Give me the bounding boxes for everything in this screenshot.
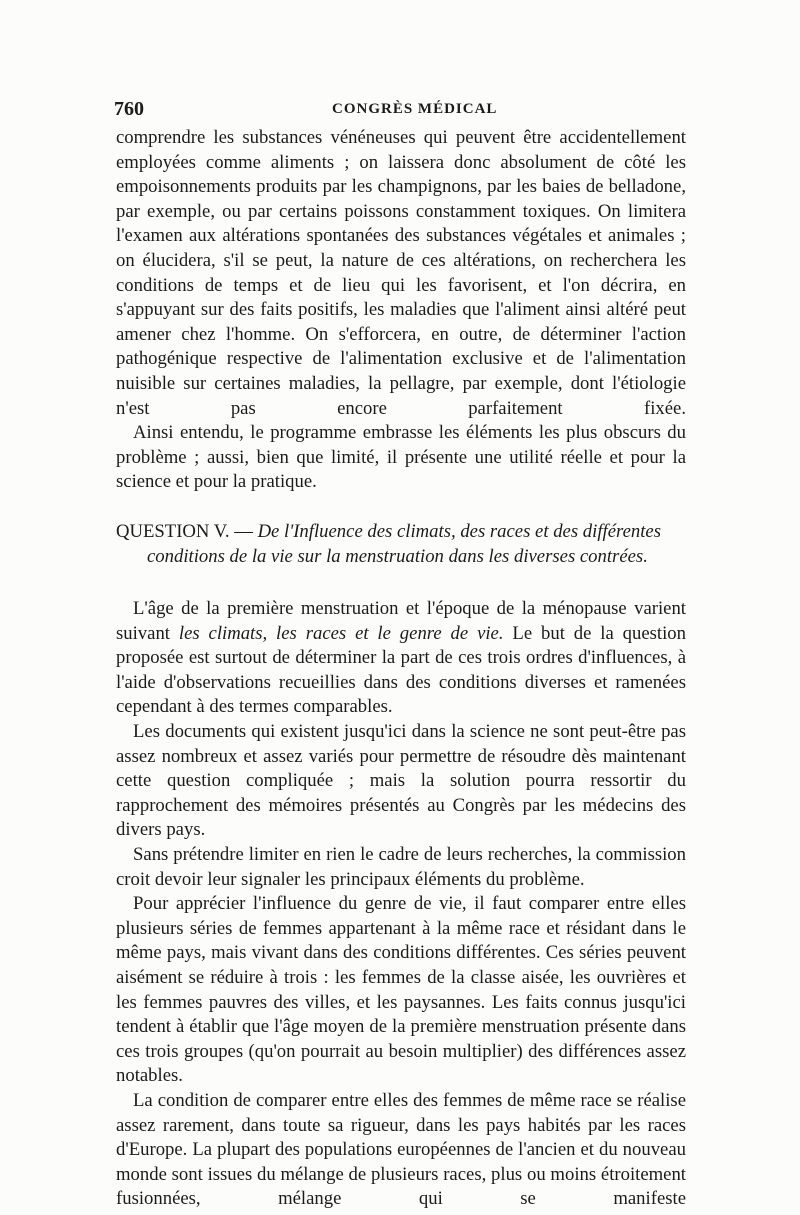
paragraph-5: Sans prétendre limiter en rien le cadre de leurs recherches, la commission croit devoir leur signaler les principaux éléments du problème. (116, 844, 686, 890)
paragraph-7: La condition de comparer entre elles des femmes de même race se réalise assez rarement, dans toute sa rigueur, dans les pays habités par les races d'Europe. La plupart des populations européennes de l'ancien et du nouveau monde sont issues du mélange de plusieurs races, plus ou moins étroitement fusionnées, mélange qui se manifeste (116, 1089, 686, 1210)
paragraph-2: Ainsi entendu, le programme embrasse les éléments les plus obscurs du problème ; aussi, bien que limité, il présente une utilité réelle et pour la science et pour la pratique. (116, 422, 686, 493)
paragraph-4: Les documents qui existent jusqu'ici dans la science ne sont peut-être pas assez nombreux et assez variés pour permettre de résoudre dès maintenant cette question compliquée ; mais la solution pourra ressortir du rapprochement des mémoires présentés au Congrès par les médecins des divers pays. (116, 721, 686, 841)
paragraph-6: Pour apprécier l'influence du genre de vie, il faut comparer entre elles plusieurs séries de femmes appartenant à la même race et résidant dans le même pays, mais vivant dans des conditions différentes. Ces séries peuvent aisément se réduire à trois : les femmes de la classe aisée, les ouvrières et les femmes pauvres des villes, et les paysannes. Les faits connus jusqu'ici tendent à établir que l'âge moyen de la première menstruation présente dans ces trois groupes (qu'on pourrait au besoin multiplier) des différences assez notables. (116, 893, 686, 1087)
running-title: CONGRÈS MÉDICAL (332, 101, 498, 117)
paragraph-3: L'âge de la première menstruation et l'époque de la ménopause varient suivant les climats, les races et le genre de vie. Le but de la question proposée est surtout de déterminer la part de ces trois ordres d'influences, à l'aide d'observations recueillies dans des conditions diverses et ramenées cependant à des termes comparables. (116, 598, 686, 718)
question-title-line1: De l'Influence des climats, des races et des différentes (257, 520, 661, 542)
emphasis-climats-races: les climats, les races et le genre de vie. (178, 622, 504, 644)
question-title-line2: conditions de la vie sur la menstruation dans les diverses contrées. (147, 545, 648, 567)
body-text (116, 126, 686, 1212)
question-heading (116, 520, 686, 569)
page-number: 760 (114, 98, 144, 120)
question-label: QUESTION V. — (116, 520, 253, 542)
paragraph-1: comprendre les substances vénéneuses qui peuvent être accidentellement employées comme aliments ; on laissera donc absolument de côté les empoisonnements produits par les champignons, par les baies de belladone, par exemple, ou par certains poissons constamment toxiques. On limitera l'examen aux altérations spontanées des substances végétales et animales ; on élucidera, s'il se peut, la nature de ces altérations, on recherchera les conditions de temps et de lieu qui les favorisent, et l'on décrira, en s'appuyant sur des faits positifs, les maladies que l'aliment ainsi altéré peut amener chez l'homme. On s'efforcera, en outre, de déterminer l'action pathogénique respective de l'alimentation exclusive et de l'alimentation nuisible sur certaines maladies, la pellagre, par exemple, dont l'étiologie n'est pas encore parfaitement fixée. (116, 127, 686, 419)
page-header (114, 98, 686, 120)
